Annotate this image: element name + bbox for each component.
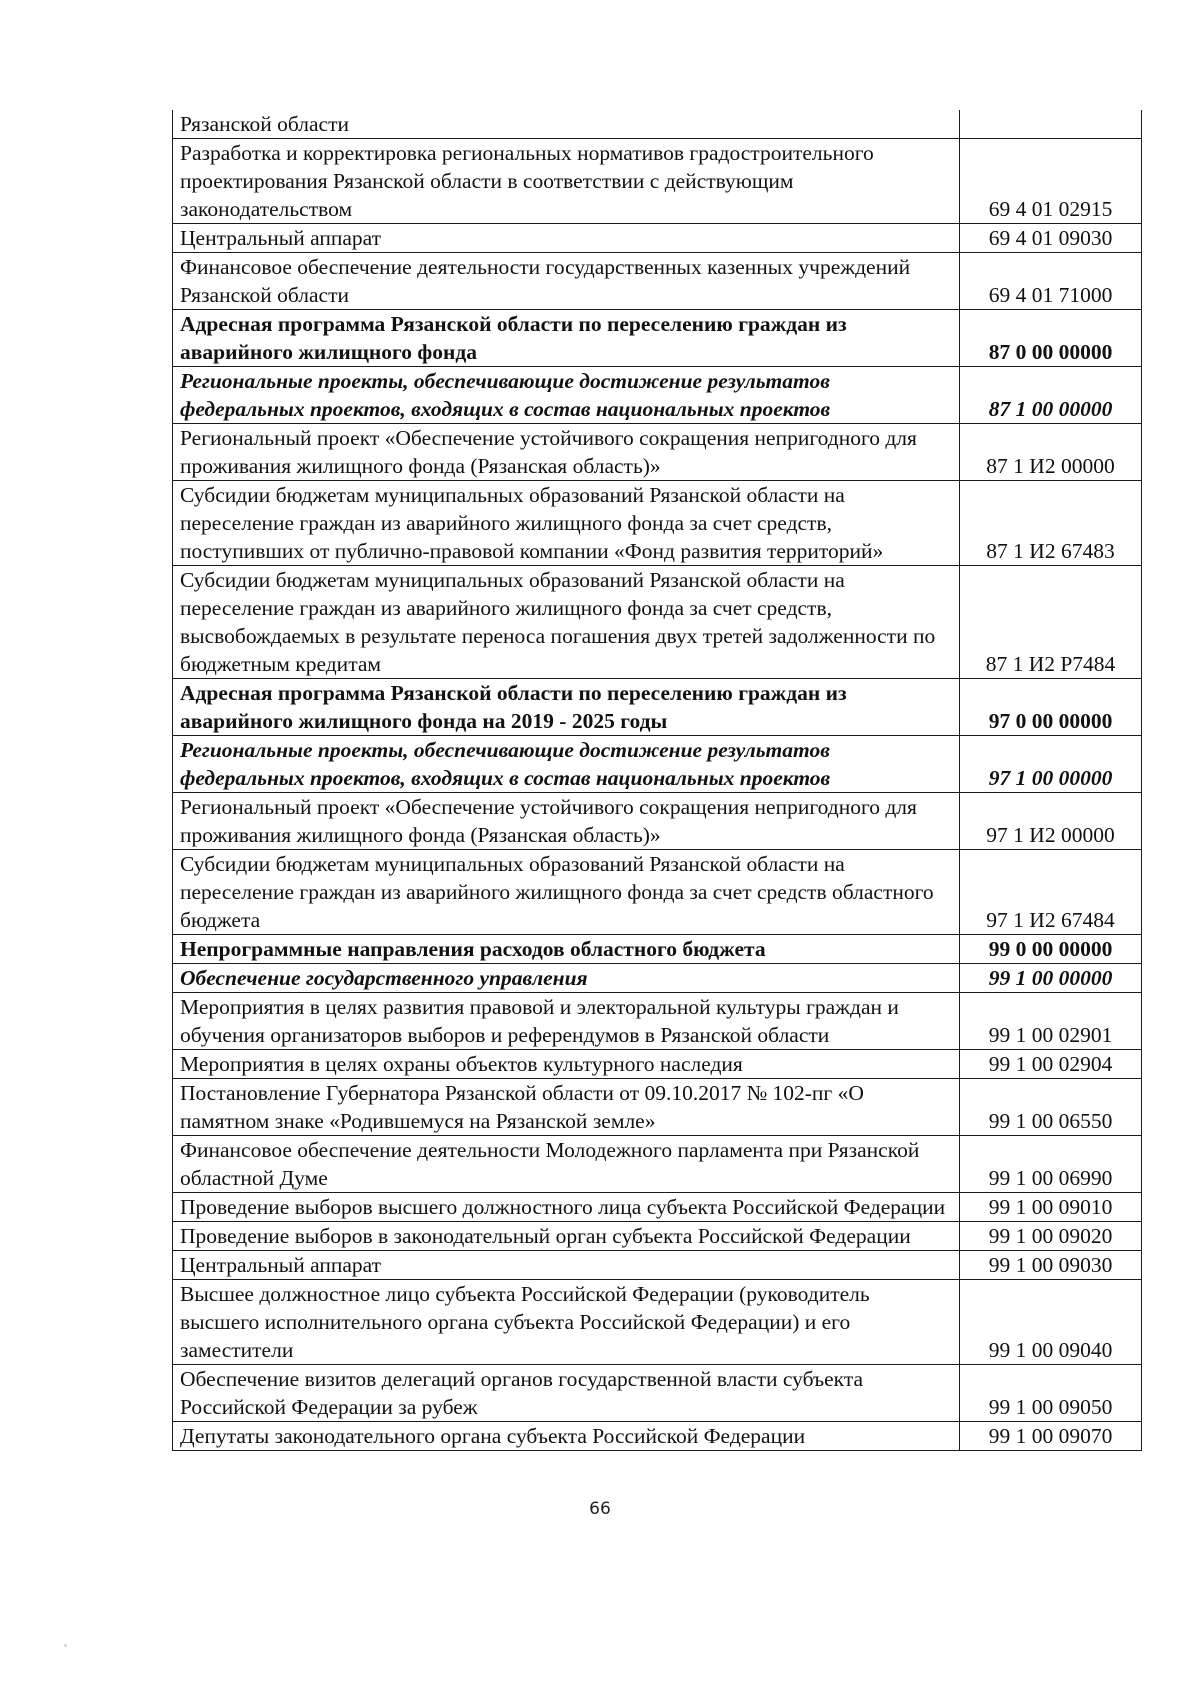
expense-name-cell: Центральный аппарат (173, 1251, 960, 1280)
table-row (173, 1136, 1142, 1193)
table-row (173, 139, 1142, 224)
table-row (173, 1222, 1142, 1251)
target-code-cell: 87 1 И2 Р7484 (960, 566, 1142, 679)
expense-name-cell: Региональные проекты, обеспечивающие достижение результатов федеральных проектов, входящих в состав национальных проектов (173, 736, 960, 793)
expense-name-cell: Центральный аппарат (173, 224, 960, 253)
expense-name-cell: Проведение выборов высшего должностного лица субъекта Российской Федерации (173, 1193, 960, 1222)
target-code-cell: 87 1 И2 67483 (960, 481, 1142, 566)
table-row (173, 793, 1142, 850)
table-row (173, 110, 1142, 139)
table-body (173, 110, 1142, 1451)
target-code-cell: 99 1 00 09010 (960, 1193, 1142, 1222)
table-row (173, 481, 1142, 566)
expense-name-cell: Обеспечение государственного управления (173, 964, 960, 993)
expense-name-cell: Высшее должностное лицо субъекта Российской Федерации (руководитель высшего исполнительного органа субъекта Российской Федерации) и его заместители (173, 1280, 960, 1365)
target-code-cell: 99 1 00 06550 (960, 1079, 1142, 1136)
target-code-cell: 99 1 00 06990 (960, 1136, 1142, 1193)
target-code-cell: 69 4 01 71000 (960, 253, 1142, 310)
table-row (173, 993, 1142, 1050)
target-code-cell: 99 1 00 09040 (960, 1280, 1142, 1365)
target-code-cell: 87 1 И2 00000 (960, 424, 1142, 481)
expense-name-cell: Мероприятия в целях развития правовой и электоральной культуры граждан и обучения организаторов выборов и референдумов в Рязанской области (173, 993, 960, 1050)
table-row (173, 679, 1142, 736)
expense-name-cell: Постановление Губернатора Рязанской области от 09.10.2017 № 102-пг «О памятном знаке «Родившемуся на Рязанской земле» (173, 1079, 960, 1136)
table-row (173, 367, 1142, 424)
expense-name-cell: Депутаты законодательного органа субъекта Российской Федерации (173, 1422, 960, 1451)
expense-name-cell: Субсидии бюджетам муниципальных образований Рязанской области на переселение граждан из аварийного жилищного фонда за счет средств, высвобождаемых в результате переноса погашения двух третей задолженности по бюджетным кредитам (173, 566, 960, 679)
target-code-cell: 97 0 00 00000 (960, 679, 1142, 736)
target-code-cell: 97 1 00 00000 (960, 736, 1142, 793)
expense-name-cell: Финансовое обеспечение деятельности государственных казенных учреждений Рязанской области (173, 253, 960, 310)
expense-name-cell: Региональный проект «Обеспечение устойчивого сокращения непригодного для проживания жилищного фонда (Рязанская область)» (173, 424, 960, 481)
expense-name-cell: Мероприятия в целях охраны объектов культурного наследия (173, 1050, 960, 1079)
target-code-cell: 99 1 00 09030 (960, 1251, 1142, 1280)
budget-classification-table (172, 110, 1142, 1451)
scan-speck (64, 1644, 67, 1647)
expense-name-cell: Адресная программа Рязанской области по переселению граждан из аварийного жилищного фонда (173, 310, 960, 367)
table-row (173, 850, 1142, 935)
table-row (173, 1422, 1142, 1451)
target-code-cell: 99 1 00 02904 (960, 1050, 1142, 1079)
table-row (173, 1365, 1142, 1422)
expense-name-cell: Рязанской области (173, 110, 960, 139)
expense-name-cell: Региональные проекты, обеспечивающие достижение результатов федеральных проектов, входящих в состав национальных проектов (173, 367, 960, 424)
target-code-cell: 99 0 00 00000 (960, 935, 1142, 964)
table-row (173, 1280, 1142, 1365)
target-code-cell (960, 110, 1142, 139)
table-row (173, 566, 1142, 679)
target-code-cell: 99 1 00 02901 (960, 993, 1142, 1050)
table-row (173, 736, 1142, 793)
table-row (173, 935, 1142, 964)
table-row (173, 310, 1142, 367)
expense-name-cell: Субсидии бюджетам муниципальных образований Рязанской области на переселение граждан из аварийного жилищного фонда за счет средств, поступивших от публично-правовой компании «Фонд развития территорий» (173, 481, 960, 566)
expense-name-cell: Адресная программа Рязанской области по переселению граждан из аварийного жилищного фонда на 2019 - 2025 годы (173, 679, 960, 736)
page-number: 66 (589, 1499, 611, 1519)
target-code-cell: 99 1 00 09070 (960, 1422, 1142, 1451)
table-row (173, 1079, 1142, 1136)
target-code-cell: 69 4 01 02915 (960, 139, 1142, 224)
target-code-cell: 97 1 И2 00000 (960, 793, 1142, 850)
target-code-cell: 99 1 00 00000 (960, 964, 1142, 993)
expense-name-cell: Региональный проект «Обеспечение устойчивого сокращения непригодного для проживания жилищного фонда (Рязанская область)» (173, 793, 960, 850)
target-code-cell: 99 1 00 09020 (960, 1222, 1142, 1251)
expense-name-cell: Непрограммные направления расходов областного бюджета (173, 935, 960, 964)
expense-name-cell: Финансовое обеспечение деятельности Молодежного парламента при Рязанской областной Думе (173, 1136, 960, 1193)
table-row (173, 1050, 1142, 1079)
expense-name-cell: Субсидии бюджетам муниципальных образований Рязанской области на переселение граждан из аварийного жилищного фонда за счет средств областного бюджета (173, 850, 960, 935)
table-row (173, 1193, 1142, 1222)
target-code-cell: 87 1 00 00000 (960, 367, 1142, 424)
expense-name-cell: Обеспечение визитов делегаций органов государственной власти субъекта Российской Федерации за рубеж (173, 1365, 960, 1422)
target-code-cell: 69 4 01 09030 (960, 224, 1142, 253)
target-code-cell: 97 1 И2 67484 (960, 850, 1142, 935)
table-row (173, 424, 1142, 481)
expense-name-cell: Проведение выборов в законодательный орган субъекта Российской Федерации (173, 1222, 960, 1251)
target-code-cell: 99 1 00 09050 (960, 1365, 1142, 1422)
table-row (173, 224, 1142, 253)
table-row (173, 964, 1142, 993)
table-row (173, 1251, 1142, 1280)
table-row (173, 253, 1142, 310)
target-code-cell: 87 0 00 00000 (960, 310, 1142, 367)
expense-name-cell: Разработка и корректировка региональных нормативов градостроительного проектирования Рязанской области в соответствии с действующим законодательством (173, 139, 960, 224)
